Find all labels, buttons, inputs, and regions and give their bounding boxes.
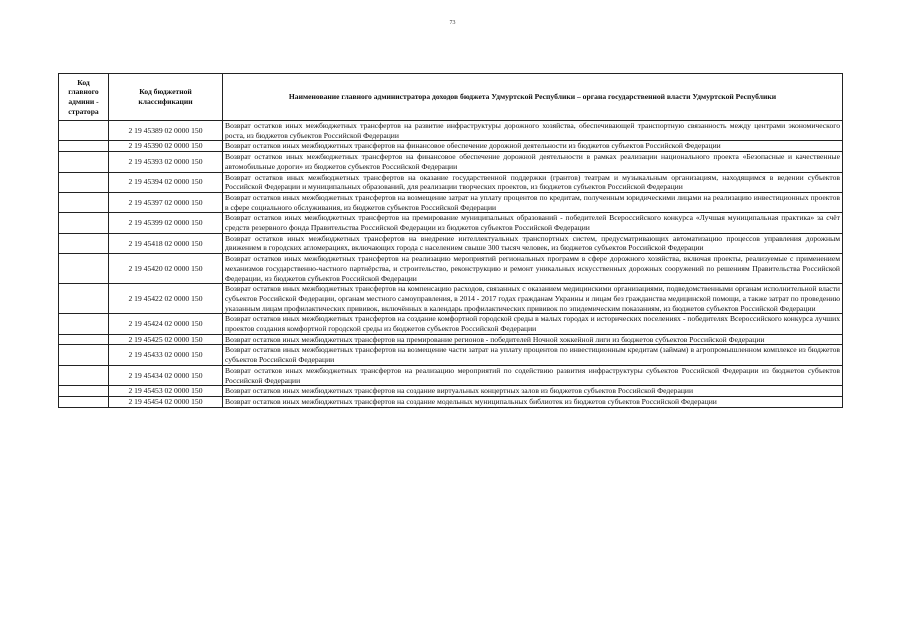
name-cell: Возврат остатков иных межбюджетных трансфертов на возмещение затрат на уплату процентов по кредитам, полученным юридическими лицами на реализацию инвестиционных проектов в сфере социального обслуживания, из бюджетов субъектов Российской Федерации [223,192,843,212]
budget-code-cell: 2 19 45394 02 0000 150 [109,172,223,192]
admin-code-cell [59,334,109,345]
admin-code-cell [59,365,109,385]
table-body [59,121,843,408]
table-row [59,365,843,385]
budget-code-cell: 2 19 45422 02 0000 150 [109,284,223,314]
table-row [59,345,843,365]
header-budget-code: Код бюджетной классификации [109,74,223,121]
admin-code-cell [59,386,109,397]
budget-code-cell: 2 19 45399 02 0000 150 [109,213,223,233]
budget-code-cell: 2 19 45418 02 0000 150 [109,233,223,253]
table-row [59,141,843,152]
budget-code-cell: 2 19 45454 02 0000 150 [109,396,223,407]
table-row [59,284,843,314]
budget-code-cell: 2 19 45397 02 0000 150 [109,192,223,212]
name-cell: Возврат остатков иных межбюджетных трансфертов на финансовое обеспечение дорожной деятельности из бюджетов субъектов Российской Федерации [223,141,843,152]
table-row [59,213,843,233]
name-cell: Возврат остатков иных межбюджетных трансфертов на развитие инфраструктуры дорожного хозяйства, обеспечивающей транспортную связанность между центрами экономического роста, из бюджетов субъектов Российской Федерации [223,121,843,141]
admin-code-cell [59,192,109,212]
budget-code-cell: 2 19 45390 02 0000 150 [109,141,223,152]
name-cell: Возврат остатков иных межбюджетных трансфертов на финансовое обеспечение дорожной деятельности в рамках реализации национального проекта «Безопасные и качественные автомобильные дороги» из бюджетов субъектов Российской Федерации [223,152,843,172]
admin-code-cell [59,396,109,407]
name-cell: Возврат остатков иных межбюджетных трансфертов на создание модельных муниципальных библиотек из бюджетов субъектов Российской Федерации [223,396,843,407]
budget-code-cell: 2 19 45453 02 0000 150 [109,386,223,397]
budget-code-cell: 2 19 45433 02 0000 150 [109,345,223,365]
header-name: Наименование главного администратора доходов бюджета Удмуртской Республики – органа государственной власти Удмуртской Республики [223,74,843,121]
table-row [59,314,843,334]
admin-code-cell [59,213,109,233]
admin-code-cell [59,152,109,172]
name-cell: Возврат остатков иных межбюджетных трансфертов на создание комфортной городской среды в малых городах и исторических поселениях - победителях Всероссийского конкурса лучших проектов создания комфортной городской среды из бюджетов субъектов Российской Федерации [223,314,843,334]
table-row [59,254,843,284]
admin-code-cell [59,121,109,141]
name-cell: Возврат остатков иных межбюджетных трансфертов на компенсацию расходов, связанных с оказанием медицинскими организациями, подведомственными органам исполнительной власти субъектов Российской Федерации, органам местного самоуправления, в 2014 - 2017 годах гражданам Украины и лицам без гражданства медицинской помощи, а также затрат по проведению указанным лицам профилактических прививок, включённых в календарь профилактических прививок по эпидемическим показаниям, из бюджетов субъектов Российской Федерации [223,284,843,314]
table-row [59,233,843,253]
table-row [59,121,843,141]
name-cell: Возврат остатков иных межбюджетных трансфертов на реализацию мероприятий по содействию развития инфраструктуры субъектов Российской Федерации из бюджетов субъектов Российской Федерации [223,365,843,385]
budget-code-cell: 2 19 45424 02 0000 150 [109,314,223,334]
name-cell: Возврат остатков иных межбюджетных трансфертов на оказание государственной поддержки (грантов) театрам и музыкальным организациям, находящимся в ведении субъектов Российской Федерации и муниципальных образований, для реализации творческих проектов, из бюджетов субъектов Российской Федерации [223,172,843,192]
table-row [59,172,843,192]
name-cell: Возврат остатков иных межбюджетных трансфертов на возмещение части затрат на уплату процентов по инвестиционным кредитам (займам) в агропромышленном комплексе из бюджетов субъектов Российской Федерации [223,345,843,365]
name-cell: Возврат остатков иных межбюджетных трансфертов на премирование регионов - победителей Ночной хоккейной лиги из бюджетов субъектов Российской Федерации [223,334,843,345]
admin-code-cell [59,141,109,152]
name-cell: Возврат остатков иных межбюджетных трансфертов на внедрение интеллектуальных транспортных систем, предусматривающих автоматизацию процессов управления дорожным движением в городских агломерациях, включающих города с населением свыше 300 тысяч человек, из бюджетов субъектов Российской Федерации [223,233,843,253]
header-admin-code: Код главного админи - стратора [59,74,109,121]
budget-code-cell: 2 19 45420 02 0000 150 [109,254,223,284]
admin-code-cell [59,233,109,253]
budget-code-cell: 2 19 45393 02 0000 150 [109,152,223,172]
table-row [59,192,843,212]
table-row [59,396,843,407]
admin-code-cell [59,345,109,365]
table-row [59,386,843,397]
page-number: 73 [449,20,456,26]
name-cell: Возврат остатков иных межбюджетных трансфертов на реализацию мероприятий региональных программ в сфере дорожного хозяйства, включая проекты, реализуемые с применением механизмов государственно-частного партнёрства, и строительство, реконструкцию и ремонт уникальных искусственных дорожных сооружений по решениям Правительства Российской Федерации, из бюджетов субъектов Российской Федерации [223,254,843,284]
budget-code-cell: 2 19 45434 02 0000 150 [109,365,223,385]
table-row [59,334,843,345]
budget-codes-table [58,73,843,408]
admin-code-cell [59,254,109,284]
name-cell: Возврат остатков иных межбюджетных трансфертов на премирование муниципальных образований - победителей Всероссийского конкурса «Лучшая муниципальная практика» за счёт средств резервного фонда Правительства Российской Федерации из бюджетов субъектов Российской Федерации [223,213,843,233]
table-row [59,152,843,172]
budget-code-cell: 2 19 45389 02 0000 150 [109,121,223,141]
admin-code-cell [59,172,109,192]
admin-code-cell [59,314,109,334]
admin-code-cell [59,284,109,314]
table-header-row [59,74,843,121]
budget-code-cell: 2 19 45425 02 0000 150 [109,334,223,345]
name-cell: Возврат остатков иных межбюджетных трансфертов на создание виртуальных концертных залов из бюджетов субъектов Российской Федерации [223,386,843,397]
